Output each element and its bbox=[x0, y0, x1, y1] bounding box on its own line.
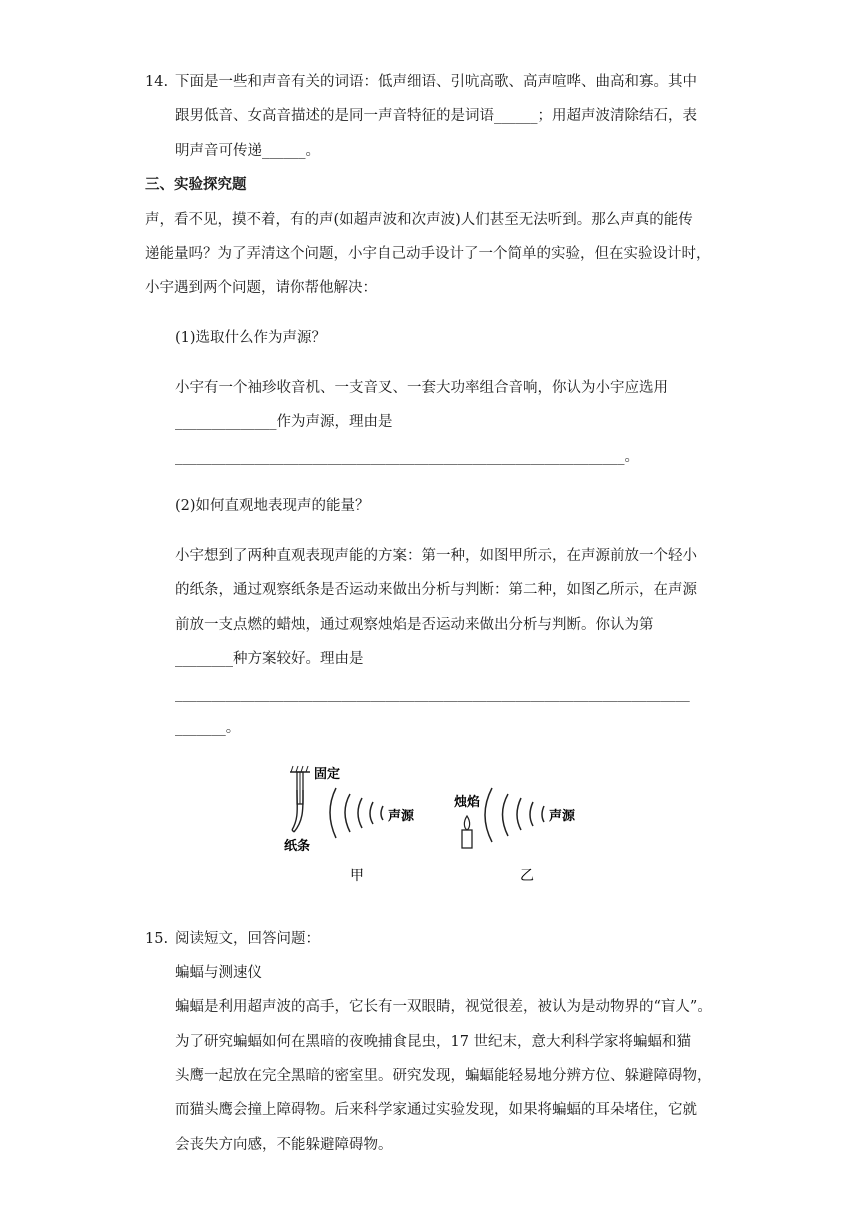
sound-source-label-left: 声源 bbox=[388, 809, 415, 824]
sound-wave-arc-left-4 bbox=[370, 802, 373, 824]
part-2-line-2: 的纸条，通过观察纸条是否运动来做出分析与判断：第二种，如图乙所示，在声源 bbox=[175, 582, 697, 598]
question-15-number: 15. bbox=[145, 931, 169, 947]
passage-title: 蝙蝠与测速仪 bbox=[175, 965, 262, 981]
question-14-line-1: 下面是一些和声音有关的词语：低声细语、引吭高歌、高声喧哗、曲高和寡。其中 bbox=[175, 74, 697, 90]
question-14-line-3: 明声音可传递______。 bbox=[175, 143, 320, 159]
section-heading: 三、实验探究题 bbox=[145, 176, 247, 193]
candle-icon bbox=[462, 830, 472, 848]
part-2-question: (2)如何直观地表现声的能量？ bbox=[175, 498, 370, 514]
part-1-question: (1)选取什么作为声源？ bbox=[175, 330, 327, 346]
paper-strip-label: 纸条 bbox=[284, 839, 311, 854]
part-1-line-1: 小宇有一个袖珍收音机、一支音叉、一套大功率组合音响，你认为小宇应选用 bbox=[175, 380, 668, 396]
sound-wave-arc-right-1 bbox=[485, 788, 492, 842]
intro-line-3: 小宇遇到两个问题，请你帮他解决： bbox=[145, 280, 377, 296]
experiment-figure bbox=[270, 760, 600, 890]
question-14-line-2: 跟男低音、女高音描述的是同一声音特征的是词语______；用超声波清除结石，表 bbox=[175, 108, 697, 124]
figure-caption-jia: 甲 bbox=[350, 868, 364, 884]
part-2-line-5: _______________________________________________________________________ bbox=[175, 686, 690, 702]
intro-line-1: 声，看不见，摸不着，有的声(如超声波和次声波)人们甚至无法听到。那么声真的能传 bbox=[145, 212, 693, 228]
sound-wave-arc-left-5 bbox=[381, 806, 383, 820]
sound-wave-arc-right-3 bbox=[517, 798, 521, 830]
sound-source-label-right: 声源 bbox=[549, 809, 576, 824]
question-14-number: 14. bbox=[145, 74, 169, 90]
figure-right bbox=[454, 788, 576, 884]
flame-label: 烛焰 bbox=[454, 795, 481, 810]
passage-line-2: 为了研究蝙蝠如何在黑暗的夜晚捕食昆虫，17 世纪末，意大利科学家将蝙蝠和猫 bbox=[175, 1034, 692, 1050]
figure-caption-yi: 乙 bbox=[520, 868, 534, 884]
passage-line-4: 而猫头鹰会撞上障碍物。后来科学家通过实验发现，如果将蝙蝠的耳朵堵住，它就 bbox=[175, 1102, 697, 1118]
intro-line-2: 递能量吗？为了弄清这个问题，小宇自己动手设计了一个简单的实验，但在实验设计时， bbox=[145, 246, 711, 262]
part-2-line-6: _______。 bbox=[175, 720, 241, 736]
part-1-line-2: ______________作为声源，理由是 bbox=[175, 414, 393, 430]
part-2-line-4: ________种方案较好。理由是 bbox=[175, 651, 364, 667]
sound-wave-arc-right-4 bbox=[530, 802, 533, 826]
sound-wave-arc-left-2 bbox=[345, 794, 350, 832]
passage-line-1: 蝙蝠是利用超声波的高手，它长有一双眼睛，视觉很差，被认为是动物界的“盲人”。 bbox=[175, 999, 712, 1015]
sound-wave-arc-left-1 bbox=[330, 788, 336, 838]
sound-wave-arc-right-2 bbox=[503, 794, 509, 836]
sound-wave-arc-left-3 bbox=[358, 798, 362, 828]
passage-line-3: 头鹰一起放在完全黑暗的密室里。研究发现，蝙蝠能轻易地分辨方位、躲避障碍物， bbox=[175, 1068, 712, 1084]
part-2-line-1: 小宇想到了两种直观表现声能的方案：第一种，如图甲所示，在声源前放一个轻小 bbox=[175, 548, 697, 564]
figure-left bbox=[284, 766, 415, 884]
candle-flame-icon bbox=[464, 816, 469, 830]
fixed-label: 固定 bbox=[314, 767, 341, 782]
part-2-line-3: 前放一支点燃的蜡烛，通过观察烛焰是否运动来做出分析与判断。你认为第 bbox=[175, 617, 654, 633]
passage-line-5: 会丧失方向感，不能躲避障碍物。 bbox=[175, 1137, 393, 1153]
sound-wave-arc-right-5 bbox=[542, 806, 544, 822]
question-15-prompt: 阅读短文，回答问题： bbox=[175, 931, 320, 947]
part-1-line-3: ______________________________________________________________。 bbox=[175, 449, 639, 465]
